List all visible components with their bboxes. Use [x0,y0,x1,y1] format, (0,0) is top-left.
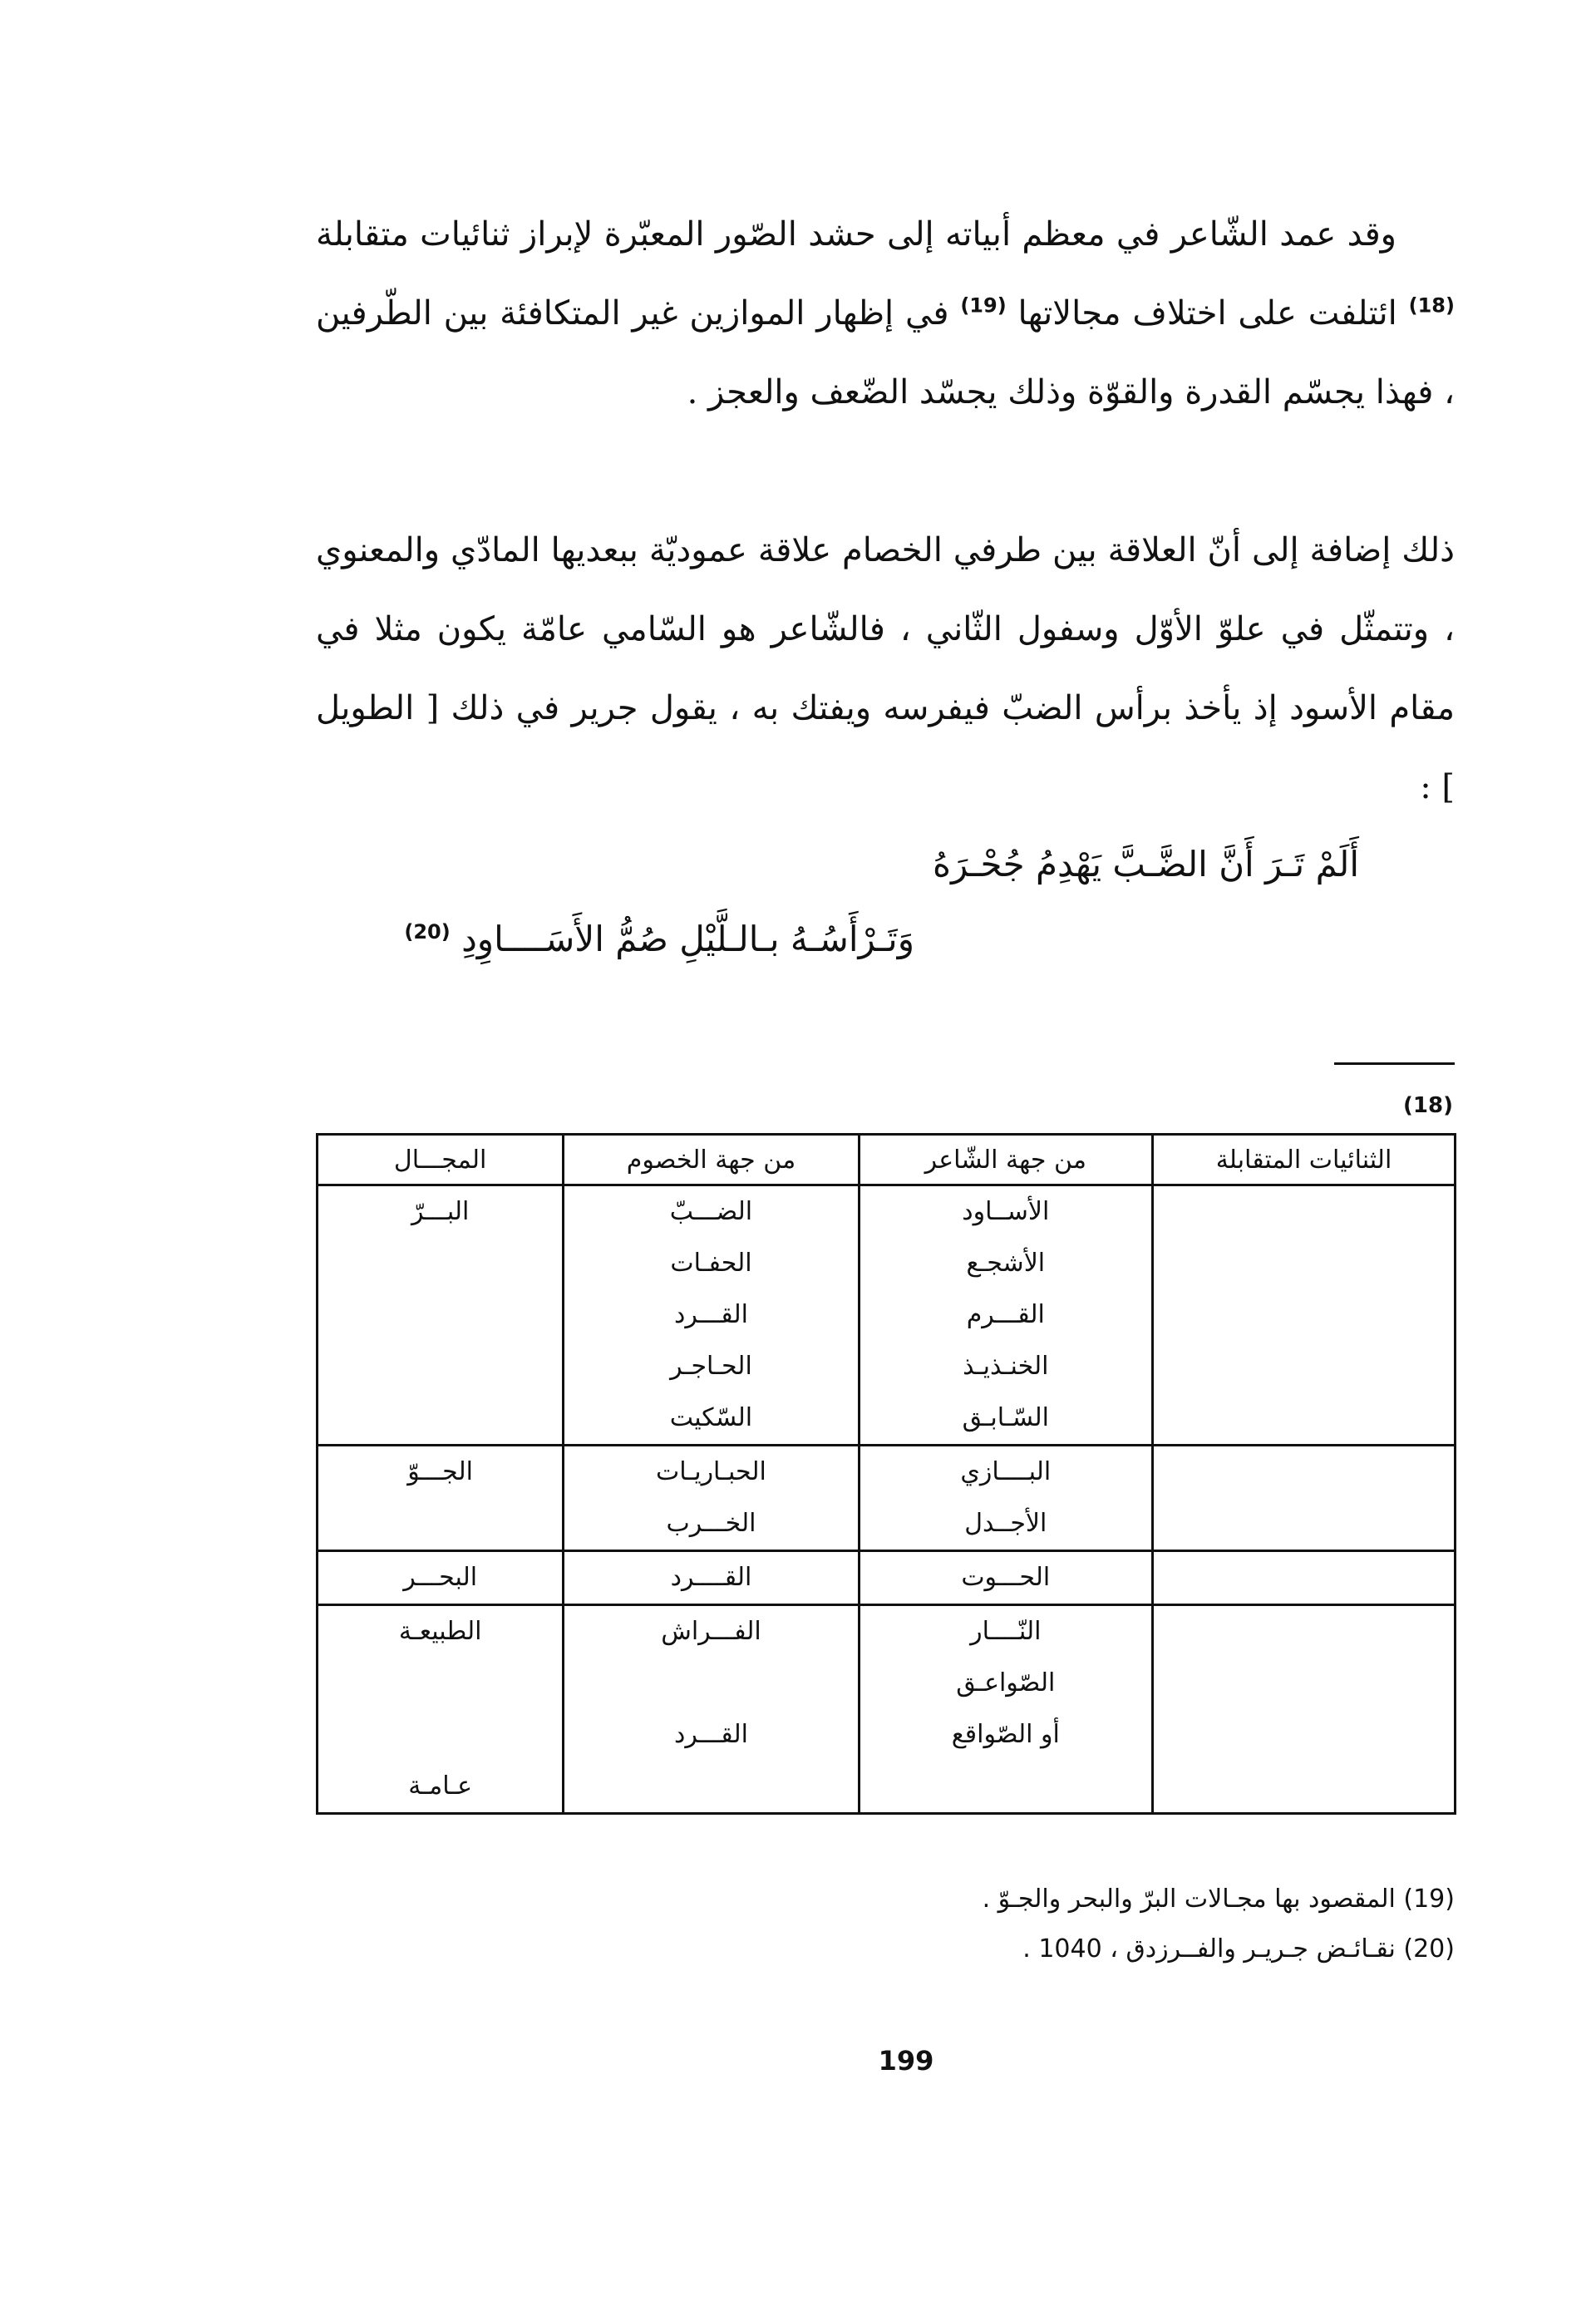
field-term-general: عـامـة [408,1771,473,1801]
poet-cell [859,1446,1152,1551]
poem-verse-2-text: وَتَـرْأَسُـهُ بـالـلَّيْلِ صُمُّ الأَسَــــاوِدِ [461,919,914,959]
poet-term: الأســاود [962,1197,1050,1226]
poet-cell [859,1551,1152,1605]
field-cell [318,1446,564,1551]
paragraph-2-text: ذلك إضافة إلى أنّ العلاقة بين طرفي الخصام علاقة عموديّة ببعديها المادّي والمعنوي ، وتتمثّل في علوّ الأوّل وسفول الثّاني ، فالشّاعر هو السّامي عامّة يكون مثلا في مقام الأسود إذ يأخذ برأس الضبّ فيفرسه ويفتك به ، يقول جرير في ذلك [ الطويل ] : [316,531,1455,806]
page-number: 199 [878,2045,934,2077]
field-cell [318,1551,564,1605]
enemy-term: القـــرد [674,1300,748,1329]
enemy-term: القـــرد [674,1720,748,1749]
enemy-term: الحـاجـر [670,1352,752,1381]
paragraph-1-part-3: في إظهار الموازين غير المتكافئة بين الطّرفين ، فهذا يجسّم القدرة والقوّة وذلك يجسّد الضّعف والعجز . [316,294,1455,411]
field-term: البـــرّ [411,1197,470,1226]
table-row-air [318,1446,1456,1551]
pairs-cell [1152,1551,1455,1605]
pairs-cell [1152,1185,1455,1446]
header-field: المجـــال [318,1135,564,1185]
table-footnote-label: (18) [1403,1093,1453,1118]
poet-term: القـــرم [966,1300,1045,1329]
enemy-term: الفـــراش [661,1617,761,1646]
field-term: البحـــر [403,1563,478,1592]
table-row-nature [318,1605,1456,1814]
footnote-ref-20[interactable]: (20) [404,920,451,944]
poet-term: النّــــار [970,1617,1042,1646]
field-spacer [330,1658,550,1709]
poet-term-empty [872,1761,1140,1812]
footnote-ref-19[interactable]: (19) [960,293,1007,318]
poet-term: الأشجـع [966,1249,1046,1278]
footnote-separator [1334,1062,1455,1065]
paragraph-2 [316,511,1455,827]
footnote-19: (19) المقصود بها مجـالات البرّ والبحر والجـوّ . [982,1885,1455,1914]
poet-term: الخنـذيـذ [963,1352,1049,1381]
header-pairs: الثنائيات المتقابلة [1152,1135,1455,1185]
enemy-term: الحبـاريـات [656,1457,766,1486]
table-row-land [318,1185,1456,1446]
poet-term: الصّواعـق [956,1668,1056,1697]
paragraph-1-part-2: ائتلفت على اختلاف مجالاتها [1017,294,1397,333]
enemy-term: السّكيت [669,1403,753,1432]
footnote-ref-18[interactable]: (18) [1408,293,1455,318]
field-spacer [330,1709,550,1761]
poem-verse-2 [404,902,914,977]
poet-term: الحـــوت [961,1563,1051,1592]
poet-term: البــــازي [960,1457,1052,1486]
pairs-cell [1152,1605,1455,1814]
enemy-term-empty [576,1761,845,1812]
table-row-sea [318,1551,1456,1605]
enemy-term: الخـــرب [666,1509,756,1538]
paragraph-1 [316,195,1455,432]
poet-term: أو الصّواقع [951,1720,1060,1749]
poet-term: الأجــدل [964,1509,1047,1538]
enemies-cell [564,1605,859,1814]
enemy-term: الحفـات [670,1249,752,1278]
field-cell [318,1185,564,1446]
pairs-cell [1152,1446,1455,1551]
footnote-20: (20) نقـائـض جـريـر والفــرزدق ، 1040 . [1022,1934,1455,1963]
poem-verse-1: أَلَمْ تَـرَ أَنَّ الضَّـبَّ يَهْدِمُ جُحْـرَهُ [933,844,1359,884]
field-term: الطبيعـة [398,1617,482,1646]
paragraph-1-part-1: وقد عمد الشّاعر في معظم أبياته إلى حشد الصّور المعبّرة لإبراز ثنائيات متقابلة [316,215,1396,254]
enemy-term [576,1658,845,1709]
header-enemies-side: من جهة الخصوم [564,1135,859,1185]
poet-cell [859,1605,1152,1814]
table-header-row [318,1135,1456,1185]
header-poet-side: من جهة الشّاعر [859,1135,1152,1185]
poet-term: السّـابـق [962,1403,1049,1432]
enemy-term: الضـــبّ [669,1197,753,1226]
enemies-cell [564,1446,859,1551]
field-term: الجـــوّ [407,1457,474,1486]
field-cell [318,1605,564,1814]
enemies-cell [564,1551,859,1605]
opposing-pairs-table [316,1133,1456,1815]
poet-cell [859,1185,1152,1446]
enemies-cell [564,1185,859,1446]
enemy-term: القــــرد [670,1563,752,1592]
footnotes [316,1875,1455,1974]
